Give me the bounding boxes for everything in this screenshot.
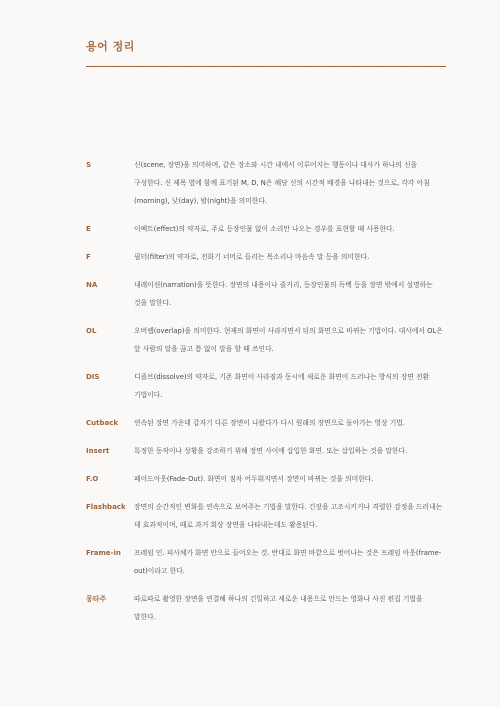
glossary-entry: [86, 590, 446, 626]
glossary-definition: 내레이션(narration)을 뜻한다. 장면의 내용이나 줄거리, 등장인물의 독백 등을 장면 밖에서 설명하는 것을 말한다.: [134, 281, 433, 307]
glossary-entry: [86, 276, 446, 312]
glossary-entry: [86, 220, 446, 238]
glossary-term: E: [86, 225, 91, 233]
glossary-definition: 이펙트(effect)의 약자로, 주로 등장인물 없이 소리만 나오는 경우를 표현할 때 사용한다.: [134, 225, 395, 233]
header-divider: [86, 66, 446, 67]
glossary-definition: 장면의 순간적인 변화를 연속으로 보여주는 기법을 말한다. 긴장을 고조시키거나 격렬한 감정을 드러내는 데 효과적이며, 때로 과거 회상 장면을 나타내는데도 활용된다.: [134, 503, 443, 529]
glossary-term: F: [86, 253, 91, 261]
glossary-term: OL: [86, 327, 97, 335]
glossary-term: Cutback: [86, 419, 119, 427]
glossary-term: NA: [86, 281, 98, 289]
glossary-definition: 특정한 동작이나 상황을 강조하기 위해 장면 사이에 삽입한 화면. 또는 삽입하는 것을 말한다.: [134, 447, 408, 455]
glossary-definition: 디졸브(dissolve)의 약자로, 기존 화면이 사라짐과 동시에 새로운 화면이 드러나는 방식의 장면 전환 기법이다.: [134, 373, 430, 399]
glossary-list: [86, 156, 446, 636]
glossary-entry: [86, 322, 446, 358]
glossary-definition: 연속된 장면 가운데 갑자기 다른 장면이 나왔다가 다시 원래의 장면으로 돌아가는 영상 기법.: [134, 419, 406, 427]
glossary-entry: [86, 442, 446, 460]
glossary-entry: [86, 498, 446, 534]
glossary-entry: [86, 248, 446, 266]
glossary-definition: 필터(filter)의 약자로, 전화기 너머로 들리는 목소리나 마음속 말 등을 의미한다.: [134, 253, 370, 261]
page-header: [86, 38, 446, 67]
glossary-definition: 페이드아웃(Fade-Out). 화면이 점차 어두워지면서 장면이 바뀌는 것을 의미한다.: [134, 475, 374, 483]
glossary-definition: 신(scene, 장면)을 의미하며, 같은 장소와 시간 내에서 이루어지는 행동이나 대사가 하나의 신을 구성한다. 신 제목 옆에 함께 표기된 M, D, N은 해당 신의 시간적 배경을 나타내는 것으로, 각각 아침(morning), 낮(day), 밤(night)을 의미한다.: [134, 161, 430, 205]
page-title: 용어 정리: [86, 40, 135, 53]
glossary-entry: [86, 470, 446, 488]
glossary-definition: 프레임 인. 피사체가 화면 안으로 들어오는 것. 반대로 화면 바깥으로 벗어나는 것은 프레임 아웃(frame-out)이라고 한다.: [134, 549, 442, 575]
glossary-definition: 따로따로 촬영한 장면을 연결해 하나의 긴밀하고 새로운 내용으로 만드는 영화나 사진 편집 기법을 말한다.: [134, 595, 423, 621]
glossary-term: S: [86, 161, 92, 169]
glossary-term: DIS: [86, 373, 100, 381]
glossary-entry: [86, 414, 446, 432]
glossary-term: 몽타주: [86, 595, 107, 603]
glossary-entry: [86, 368, 446, 404]
glossary-definition: 오버랩(overlap)을 의미한다. 현재의 화면이 사라지면서 뒤의 화면으로 바뀌는 기법이다. 대사에서 OL은 앞 사람의 말을 끊고 틈 없이 말을 할 때 쓰인다.: [134, 327, 443, 353]
glossary-entry: [86, 156, 446, 210]
glossary-entry: [86, 544, 446, 580]
glossary-term: Flashback: [86, 503, 126, 511]
glossary-term: F.O: [86, 475, 99, 483]
glossary-term: Insert: [86, 447, 110, 455]
glossary-term: Frame-in: [86, 549, 121, 557]
